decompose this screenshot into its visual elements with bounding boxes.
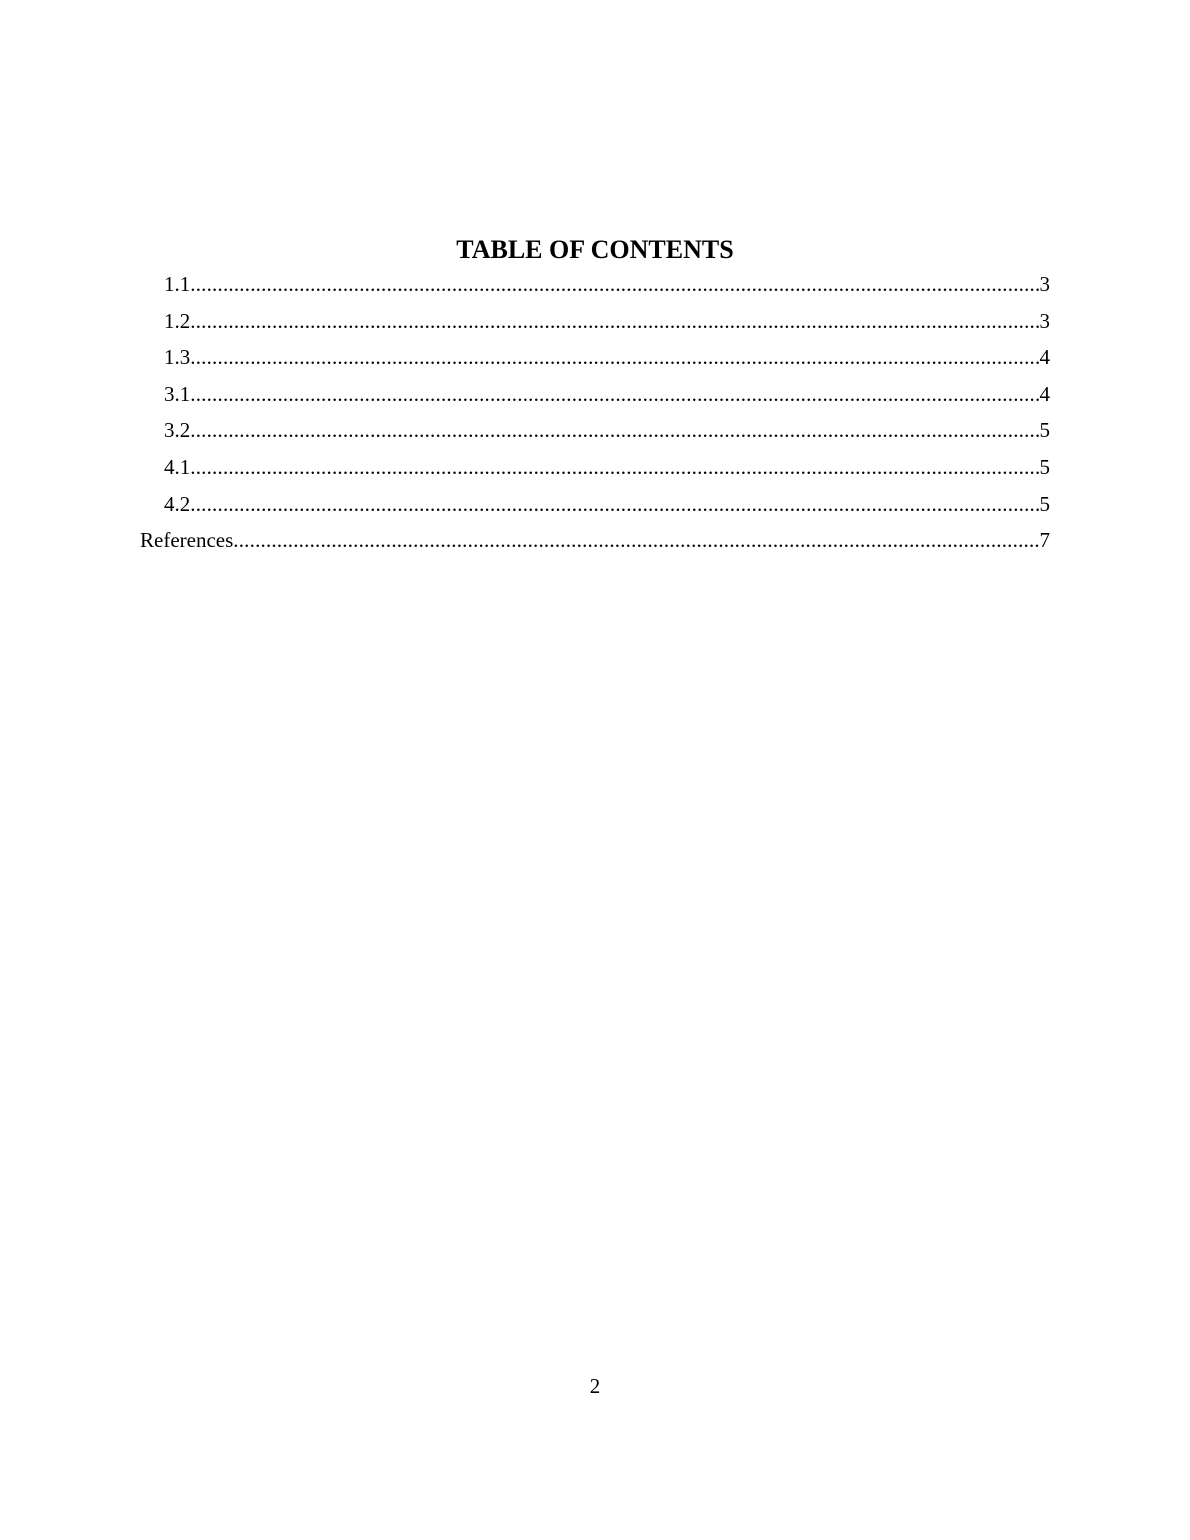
toc-entry-references[interactable] [140, 522, 1050, 559]
toc-entry-page: 3 [1039, 272, 1050, 296]
toc-entry-3-1[interactable] [140, 376, 1050, 413]
toc-entry-label: 3.1 [164, 381, 191, 406]
toc-entry-4-2[interactable] [140, 486, 1050, 523]
toc-entry-page: 7 [1039, 528, 1050, 553]
toc-entry-label: 3.2 [164, 418, 191, 443]
toc-entry-4-1[interactable] [140, 449, 1050, 486]
page-number: 2 [589, 1374, 601, 1398]
dot-leader [190, 303, 1039, 340]
toc-list [140, 266, 1050, 559]
toc-entry-page: 4 [1039, 345, 1050, 370]
toc-entry-label: 1.3 [164, 345, 191, 370]
toc-entry-label: References [140, 528, 234, 553]
toc-entry-page: 5 [1039, 491, 1050, 516]
dot-leader [233, 522, 1039, 559]
toc-entry-1-2[interactable] [140, 303, 1050, 340]
toc-entry-page: 5 [1039, 454, 1050, 479]
dot-leader [190, 412, 1039, 449]
dot-leader [190, 449, 1039, 486]
dot-leader [190, 376, 1039, 413]
toc-entry-3-2[interactable] [140, 412, 1050, 449]
toc-entry-page: 3 [1039, 308, 1050, 333]
dot-leader [190, 486, 1039, 523]
toc-entry-1-1[interactable] [140, 266, 1050, 303]
toc-entry-page: 4 [1039, 381, 1050, 406]
toc-entry-1-3[interactable] [140, 339, 1050, 376]
dot-leader [190, 339, 1039, 376]
toc-entry-label: 1.2 [164, 308, 191, 333]
toc-entry-label: 4.1 [164, 454, 191, 479]
toc-entry-label: 4.2 [164, 491, 191, 516]
toc-entry-label: 1.1 [164, 272, 191, 296]
dot-leader [190, 266, 1039, 303]
toc-entry-page: 5 [1039, 418, 1050, 443]
toc-title: TABLE OF CONTENTS [456, 235, 734, 264]
